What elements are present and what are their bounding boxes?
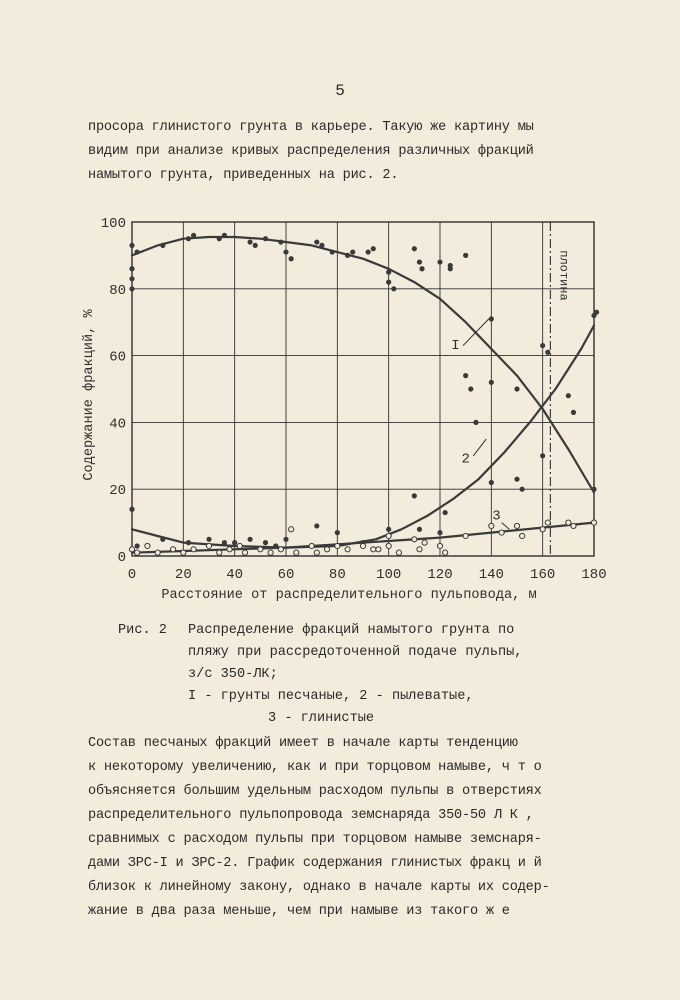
data-point bbox=[145, 543, 150, 548]
data-point bbox=[181, 550, 186, 555]
data-point bbox=[443, 550, 448, 555]
data-point bbox=[222, 233, 227, 238]
data-point bbox=[160, 537, 165, 542]
series-label-2: 2 bbox=[461, 451, 470, 468]
data-point bbox=[443, 510, 448, 515]
data-point bbox=[422, 540, 427, 545]
data-point bbox=[335, 530, 340, 535]
data-point bbox=[594, 310, 599, 315]
caption-line: I - грунты песчаные, 2 - пылеватые, bbox=[188, 689, 474, 704]
caption-line: з/с 350-ЛК; bbox=[188, 667, 278, 682]
text-line: сравнимых с расходом пульпы при торцовом намыве земснаря- bbox=[88, 832, 542, 847]
data-point bbox=[129, 507, 134, 512]
data-point bbox=[448, 266, 453, 271]
text-line: близок к линейному закону, однако в начале карты их содер- bbox=[88, 880, 550, 895]
data-point bbox=[191, 547, 196, 552]
chart-points bbox=[129, 233, 599, 556]
data-point bbox=[247, 537, 252, 542]
data-point bbox=[345, 547, 350, 552]
y-tick-label: 40 bbox=[109, 416, 126, 433]
data-point bbox=[278, 547, 283, 552]
x-tick-label: 20 bbox=[174, 567, 192, 583]
data-point bbox=[566, 520, 571, 525]
text-line: дами ЗРС-I и ЗРС-2. График содержания глинистых фракц и й bbox=[88, 856, 542, 871]
data-point bbox=[371, 547, 376, 552]
data-point bbox=[283, 537, 288, 542]
curve-series-I bbox=[132, 237, 594, 493]
data-point bbox=[437, 543, 442, 548]
data-point bbox=[545, 350, 550, 355]
data-point bbox=[324, 547, 329, 552]
y-tick-label: 60 bbox=[109, 349, 126, 366]
data-point bbox=[499, 530, 504, 535]
y-axis-label: Содержание фракций, % bbox=[82, 309, 97, 481]
data-point bbox=[412, 537, 417, 542]
data-point bbox=[540, 453, 545, 458]
data-point bbox=[463, 253, 468, 258]
data-point bbox=[160, 243, 165, 248]
data-point bbox=[386, 270, 391, 275]
data-point bbox=[268, 550, 273, 555]
y-tick-label: 100 bbox=[100, 216, 126, 232]
data-point bbox=[191, 233, 196, 238]
data-point bbox=[566, 393, 571, 398]
y-tick-label: 0 bbox=[117, 550, 126, 566]
data-point bbox=[514, 386, 519, 391]
x-tick-label: 180 bbox=[581, 567, 607, 583]
curve-series-2 bbox=[132, 326, 594, 548]
data-point bbox=[330, 249, 335, 254]
data-point bbox=[129, 286, 134, 291]
data-point bbox=[237, 543, 242, 548]
text-line: Состав песчаных фракций имеет в начале карты тенденцию bbox=[88, 736, 518, 751]
data-point bbox=[217, 236, 222, 241]
data-point bbox=[391, 286, 396, 291]
data-point bbox=[417, 527, 422, 532]
data-point bbox=[135, 543, 140, 548]
data-point bbox=[545, 520, 550, 525]
x-tick-label: 80 bbox=[328, 567, 346, 583]
data-point bbox=[412, 493, 417, 498]
text-line: распределительного пульпопровода земснаряда 350-50 Л К , bbox=[88, 808, 534, 823]
data-point bbox=[489, 380, 494, 385]
text-line: намытого грунта, приведенных на рис. 2. bbox=[88, 168, 399, 183]
data-point bbox=[591, 520, 596, 525]
data-point bbox=[283, 249, 288, 254]
data-point bbox=[371, 246, 376, 251]
data-point bbox=[155, 550, 160, 555]
x-tick-label: 60 bbox=[277, 567, 295, 583]
data-point bbox=[571, 410, 576, 415]
data-point bbox=[186, 236, 191, 241]
data-point bbox=[319, 243, 324, 248]
x-tick-label: 160 bbox=[530, 567, 556, 583]
data-point bbox=[437, 259, 442, 264]
series-leader bbox=[502, 523, 510, 530]
data-point bbox=[309, 543, 314, 548]
x-tick-label: 40 bbox=[226, 567, 244, 583]
data-point bbox=[258, 547, 263, 552]
data-point bbox=[129, 243, 134, 248]
x-axis-label: Расстояние от распределительного пульповода, м bbox=[161, 588, 537, 603]
x-tick-label: 120 bbox=[427, 567, 453, 583]
data-point bbox=[263, 540, 268, 545]
data-point bbox=[314, 239, 319, 244]
data-point bbox=[386, 533, 391, 538]
data-point bbox=[419, 266, 424, 271]
series-label-3: 3 bbox=[492, 508, 501, 525]
data-point bbox=[253, 243, 258, 248]
data-point bbox=[289, 527, 294, 532]
text-line: жание в два раза меньше, чем при намыве из такого ж е bbox=[88, 904, 510, 919]
data-point bbox=[135, 550, 140, 555]
data-point bbox=[247, 239, 252, 244]
text-line: просора глинистого грунта в карьере. Такую же картину мы bbox=[88, 120, 534, 135]
data-point bbox=[227, 547, 232, 552]
x-tick-label: 0 bbox=[127, 567, 137, 583]
data-point bbox=[232, 540, 237, 545]
text-line: видим при анализе кривых распределения различных фракций bbox=[88, 144, 534, 159]
y-tick-label: 80 bbox=[109, 282, 126, 299]
data-point bbox=[540, 527, 545, 532]
x-tick-label: 100 bbox=[376, 567, 402, 583]
data-point bbox=[345, 253, 350, 258]
data-point bbox=[386, 543, 391, 548]
data-point bbox=[242, 550, 247, 555]
data-point bbox=[412, 246, 417, 251]
data-point bbox=[591, 487, 596, 492]
data-point bbox=[489, 480, 494, 485]
data-point bbox=[417, 547, 422, 552]
data-point bbox=[540, 343, 545, 348]
data-point bbox=[473, 420, 478, 425]
plot-frame bbox=[132, 222, 594, 556]
data-point bbox=[129, 276, 134, 281]
data-point bbox=[520, 487, 525, 492]
x-tick-label: 140 bbox=[478, 567, 504, 583]
paragraph-bottom bbox=[88, 732, 608, 924]
caption-line: Распределение фракций намытого грунта по bbox=[188, 623, 515, 638]
data-point bbox=[129, 547, 134, 552]
data-point bbox=[217, 550, 222, 555]
data-point bbox=[514, 523, 519, 528]
data-point bbox=[335, 543, 340, 548]
data-point bbox=[129, 266, 134, 271]
chart-curves bbox=[132, 237, 594, 553]
data-point bbox=[350, 249, 355, 254]
data-point bbox=[186, 540, 191, 545]
data-point bbox=[263, 236, 268, 241]
data-point bbox=[273, 543, 278, 548]
series-label-I: I bbox=[451, 337, 460, 354]
data-point bbox=[314, 523, 319, 528]
data-point bbox=[463, 373, 468, 378]
data-point bbox=[222, 540, 227, 545]
data-point bbox=[294, 550, 299, 555]
data-point bbox=[417, 259, 422, 264]
data-point bbox=[520, 533, 525, 538]
data-point bbox=[289, 256, 294, 261]
data-point bbox=[463, 533, 468, 538]
page-number: 5 bbox=[335, 82, 345, 100]
data-point bbox=[514, 477, 519, 482]
data-point bbox=[135, 249, 140, 254]
chart-grid bbox=[132, 222, 594, 556]
y-tick-label: 20 bbox=[109, 483, 126, 500]
data-point bbox=[396, 550, 401, 555]
caption-line: 3 - глинистые bbox=[268, 711, 375, 726]
caption-line: пляжу при рассредоточенной подаче пульпы, bbox=[188, 645, 523, 660]
data-point bbox=[571, 523, 576, 528]
data-point bbox=[489, 316, 494, 321]
data-point bbox=[386, 527, 391, 532]
data-point bbox=[386, 280, 391, 285]
text-line: объясняется большим удельным расходом пульпы в отверстиях bbox=[88, 784, 542, 799]
data-point bbox=[278, 239, 283, 244]
chart-axes bbox=[132, 222, 594, 556]
data-point bbox=[437, 530, 442, 535]
dam-label: плотина bbox=[556, 250, 571, 301]
data-point bbox=[206, 543, 211, 548]
data-point bbox=[376, 547, 381, 552]
figure-caption bbox=[118, 620, 522, 730]
data-point bbox=[170, 547, 175, 552]
data-point bbox=[366, 249, 371, 254]
text-line: к некоторому увеличению, как и при торцовом намыве, ч т о bbox=[88, 760, 542, 775]
series-leader bbox=[473, 439, 486, 456]
data-point bbox=[468, 386, 473, 391]
data-point bbox=[314, 550, 319, 555]
data-point bbox=[360, 543, 365, 548]
caption-label: Рис. 2 bbox=[118, 623, 167, 638]
data-point bbox=[206, 537, 211, 542]
